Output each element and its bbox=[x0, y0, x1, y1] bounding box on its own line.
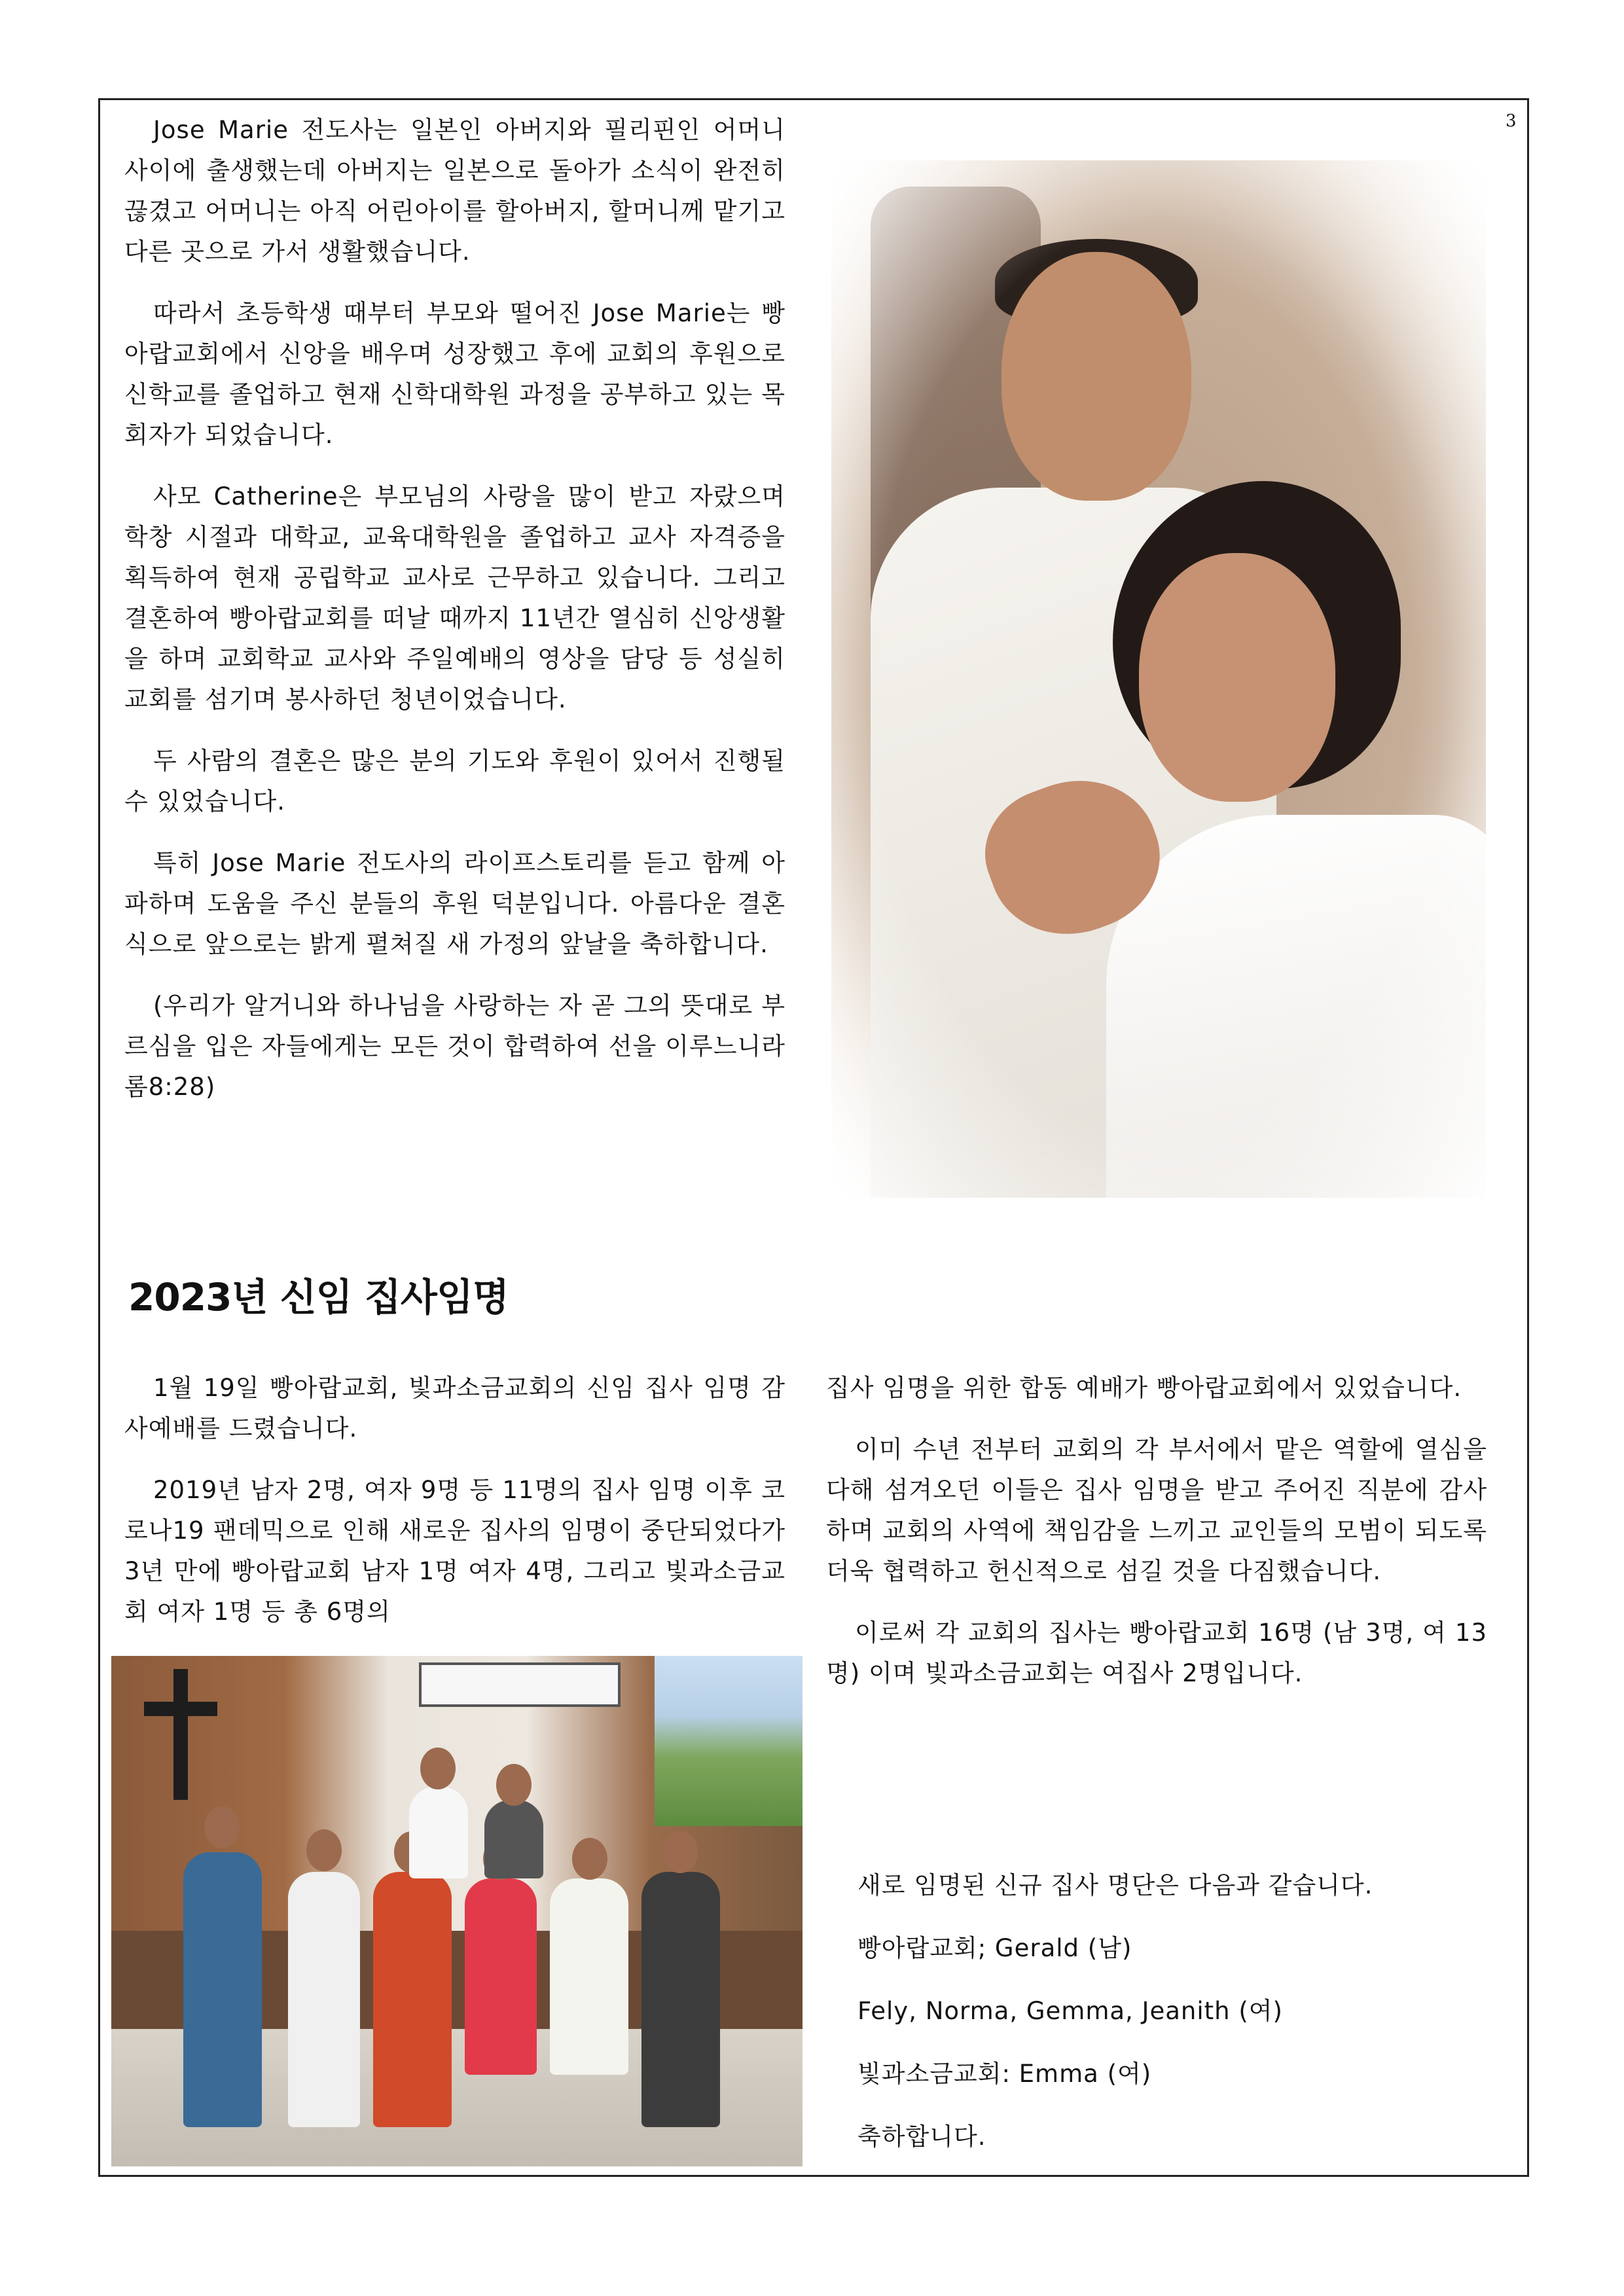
article-paragraph: 이로써 각 교회의 집사는 빵아랍교회 16명 (남 3명, 여 13명) 이며 빛과소금교회는 여집사 2명입니다. bbox=[826, 1619, 1487, 1687]
cross-icon-bar bbox=[144, 1702, 217, 1716]
wedding-couple-photo bbox=[831, 160, 1486, 1198]
person-head bbox=[420, 1748, 456, 1789]
article-paragraph: Jose Marie 전도사는 일본인 아버지와 필리핀인 어머니 사이에 출생했는데 아버지는 일본으로 돌아가 소식이 완전히 끊겼고 어머니는 아직 어린아이를 할아버지, 할머니께 맡기고 다른 곳으로 가서 생활했습니다. bbox=[124, 116, 785, 266]
deacon-group-photo bbox=[111, 1656, 803, 2166]
person-head bbox=[306, 1829, 342, 1871]
article-paragraph: 집사 임명을 위한 합동 예배가 빵아랍교회에서 있었습니다. bbox=[826, 1374, 1462, 1402]
wedding-article bbox=[124, 110, 785, 1128]
article-paragraph: 2019년 남자 2명, 여자 9명 등 11명의 집사 임명 이후 코로나19 팬데믹으로 인해 새로운 집사의 임명이 중단되었다가 3년 만에 빵아랍교회 남자 1명 여자 4명, 그리고 빛과소금교회 여자 1명 등 총 6명의 bbox=[124, 1476, 785, 1626]
shirt-text bbox=[111, 1656, 112, 1657]
deacon-roster bbox=[857, 1865, 1486, 2179]
article-paragraph: 따라서 초등학생 때부터 부모와 떨어진 Jose Marie는 빵아랍교회에서 신앙을 배우며 성장했고 후에 교회의 후원으로 신학교를 졸업하고 현재 신학대학원 과정을 공부하고 있는 목회자가 되었습니다. bbox=[124, 299, 785, 449]
person bbox=[641, 1872, 720, 2127]
roster-line: Fely, Norma, Gemma, Jeanith (여) bbox=[857, 1997, 1283, 2025]
photo-vignette bbox=[831, 160, 1486, 1198]
person bbox=[409, 1787, 468, 1878]
person bbox=[550, 1878, 628, 2075]
person-head bbox=[496, 1764, 532, 1806]
roster-line: 빛과소금교회: Emma (여) bbox=[857, 2060, 1152, 2088]
person-head bbox=[204, 1806, 240, 1848]
person bbox=[373, 1872, 452, 2127]
section-heading: 2023년 신임 집사임명 bbox=[128, 1275, 509, 1319]
roster-line: 빵아랍교회; Gerald (남) bbox=[857, 1934, 1132, 1962]
article-paragraph: 이미 수년 전부터 교회의 각 부서에서 맡은 역할에 열심을 다해 섬겨오던 이들은 집사 임명을 받고 주어진 직분에 감사하며 교회의 사역에 책임감을 느끼고 교인들의 모범이 되도록 더욱 협력하고 헌신적으로 섬길 것을 다짐했습니다. bbox=[826, 1435, 1487, 1585]
article-paragraph: 1월 19일 빵아랍교회, 빛과소금교회의 신임 집사 임명 감사예배를 드렸습니다. bbox=[124, 1374, 785, 1443]
article-paragraph: 특히 Jose Marie 전도사의 라이프스토리를 듣고 함께 아파하며 도움을 주신 분들의 후원 덕분입니다. 아름다운 결혼식으로 앞으로는 밝게 펼쳐질 새 가정의 앞날을 축하합니다. bbox=[124, 849, 785, 958]
roster-line: 새로 임명된 신규 집사 명단은 다음과 같습니다. bbox=[857, 1871, 1373, 1899]
article-paragraph: 두 사람의 결혼은 많은 분의 기도와 후원이 있어서 진행될 수 있었습니다. bbox=[124, 747, 785, 816]
person-head bbox=[662, 1831, 698, 1873]
projection-screen bbox=[419, 1662, 621, 1707]
person bbox=[183, 1852, 262, 2127]
bible-verse: (우리가 알거니와 하나님을 사랑하는 자 곧 그의 뜻대로 부르심을 입은 자들에게는 모든 것이 합력하여 선을 이루느니라 롬8:28) bbox=[124, 992, 785, 1101]
article-paragraph: 사모 Catherine은 부모님의 사랑을 많이 받고 자랐으며 학창 시절과 대학교, 교육대학원을 졸업하고 교사 자격증을 획득하여 현재 공립학교 교사로 근무하고 있습니다. 그리고 결혼하여 빵아랍교회를 떠날 때까지 11년간 열심히 신앙생활을 하며 교회학교 교사와 주일예배의 영상을 담당 등 성실히 교회를 섬기며 봉사하던 청년이었습니다. bbox=[124, 482, 785, 713]
page-number: 3 bbox=[1506, 111, 1517, 131]
person-head bbox=[572, 1838, 607, 1880]
deacon-article-left bbox=[124, 1368, 785, 1653]
cross-icon bbox=[173, 1669, 188, 1800]
person bbox=[465, 1878, 537, 2075]
person bbox=[484, 1800, 543, 1878]
roster-line: 축하합니다. bbox=[857, 2123, 986, 2151]
deacon-article-right bbox=[826, 1368, 1487, 1715]
landscape-poster bbox=[655, 1656, 803, 1826]
person bbox=[288, 1872, 360, 2127]
